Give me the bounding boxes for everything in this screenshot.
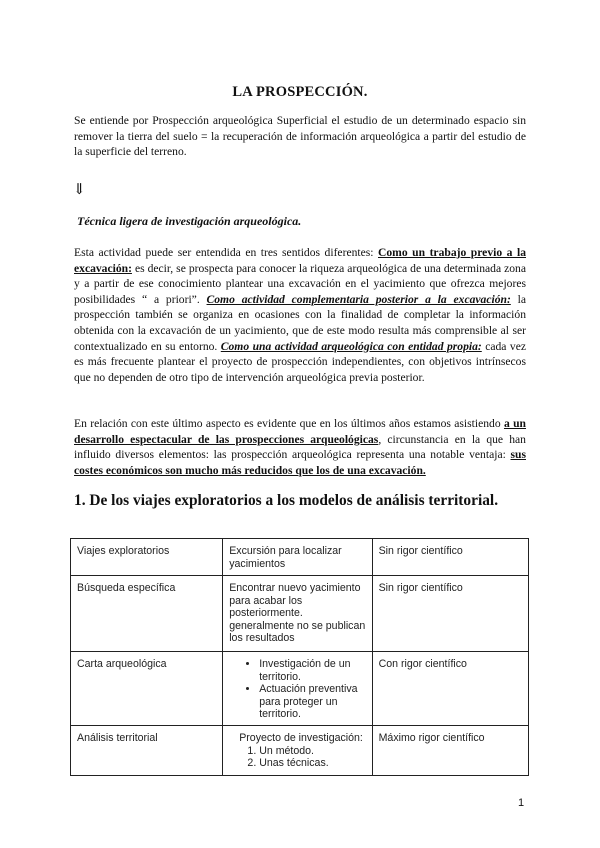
table-cell: Con rigor científico xyxy=(372,652,528,726)
table-cell: Encontrar nuevo yacimiento para acabar los posteriormente. generalmente no se publican los resultados xyxy=(223,576,372,652)
text: Esta actividad puede ser entendida en tres sentidos diferentes: xyxy=(74,246,379,259)
subtitle: Técnica ligera de investigación arqueológica. xyxy=(77,214,302,228)
text: es decir, se prospecta para conocer la riqueza arqueológica de una determinada zona y a partir de ese conocimiento plantear una excavación en el yacimiento que ofrezca mejores posibilidades “ a priori”. xyxy=(74,261,526,306)
table-cell: Excursión para localizar yacimientos xyxy=(223,539,372,576)
numbered-list xyxy=(229,745,365,770)
table-row xyxy=(71,726,529,776)
text: la prospección también se organiza en ocasiones con la finalidad de completar la información obtenida con la excavación de un yacimiento, que de este modo resulta más comprensible al ser contextualizado en su entorno. xyxy=(74,292,526,353)
list-item: 2. Unas técnicas. xyxy=(259,757,365,770)
table-cell: Búsqueda específica xyxy=(71,576,223,652)
paragraph-senses xyxy=(74,245,526,385)
text: , circunstancia en la que han influido diversos elementos: las prospección arqueológica representa una notable ventaja: xyxy=(74,432,526,462)
list-item: • Investigación de un territorio. xyxy=(259,658,365,683)
table-cell xyxy=(223,652,372,726)
intro-paragraph: Se entiende por Prospección arqueológica Superficial el estudio de un determinado espacio sin remover la tierra del suelo = la recuperación de información arqueológica a partir del estudio de la superficie del terreno. xyxy=(74,114,526,159)
text: En relación con este último aspecto es evidente que en los últimos años estamos asistiendo xyxy=(74,417,504,430)
emphasis: sus costes económicos son mucho más reducidos que los de una excavación. xyxy=(74,448,526,477)
emphasis: Como una actividad arqueológica con entidad propia: xyxy=(220,339,482,353)
text: cada vez es más frecuente plantear el proyecto de prospección independientes, con objetivos intrínsecos que no dependen de otro tipo de intervención arqueológica previa posterior. xyxy=(74,339,526,384)
table-cell: Viajes exploratorios xyxy=(71,539,223,576)
list-item: 1. Un método. xyxy=(259,745,365,758)
table-row xyxy=(71,539,529,576)
cell-intro: Proyecto de investigación: xyxy=(239,732,363,744)
table-cell: Carta arqueológica xyxy=(71,652,223,726)
table-cell xyxy=(223,726,372,776)
table-row xyxy=(71,576,529,652)
table-cell: Sin rigor científico xyxy=(372,576,528,652)
bullet-list xyxy=(229,658,365,721)
table-cell: Máximo rigor científico xyxy=(372,726,528,776)
page-title: LA PROSPECCIÓN. xyxy=(232,84,368,100)
table-cell: Análisis territorial xyxy=(71,726,223,776)
page-number: 1 xyxy=(518,797,525,809)
emphasis: Como un trabajo previo a la excavación: xyxy=(74,246,526,275)
table-cell: Sin rigor científico xyxy=(372,539,528,576)
paragraph-development xyxy=(74,416,526,478)
emphasis: a un desarrollo espectacular de las prospecciones arqueológicas xyxy=(74,417,526,446)
down-arrow-icon: ⇓ xyxy=(73,182,86,198)
emphasis: Como actividad complementaria posterior a la excavación: xyxy=(206,292,511,306)
section-heading: 1. De los viajes exploratorios a los modelos de análisis territorial. xyxy=(74,492,499,509)
table-row xyxy=(71,652,529,726)
prospection-table xyxy=(70,538,529,776)
list-item: • Actuación preventiva para proteger un territorio. xyxy=(259,683,365,721)
